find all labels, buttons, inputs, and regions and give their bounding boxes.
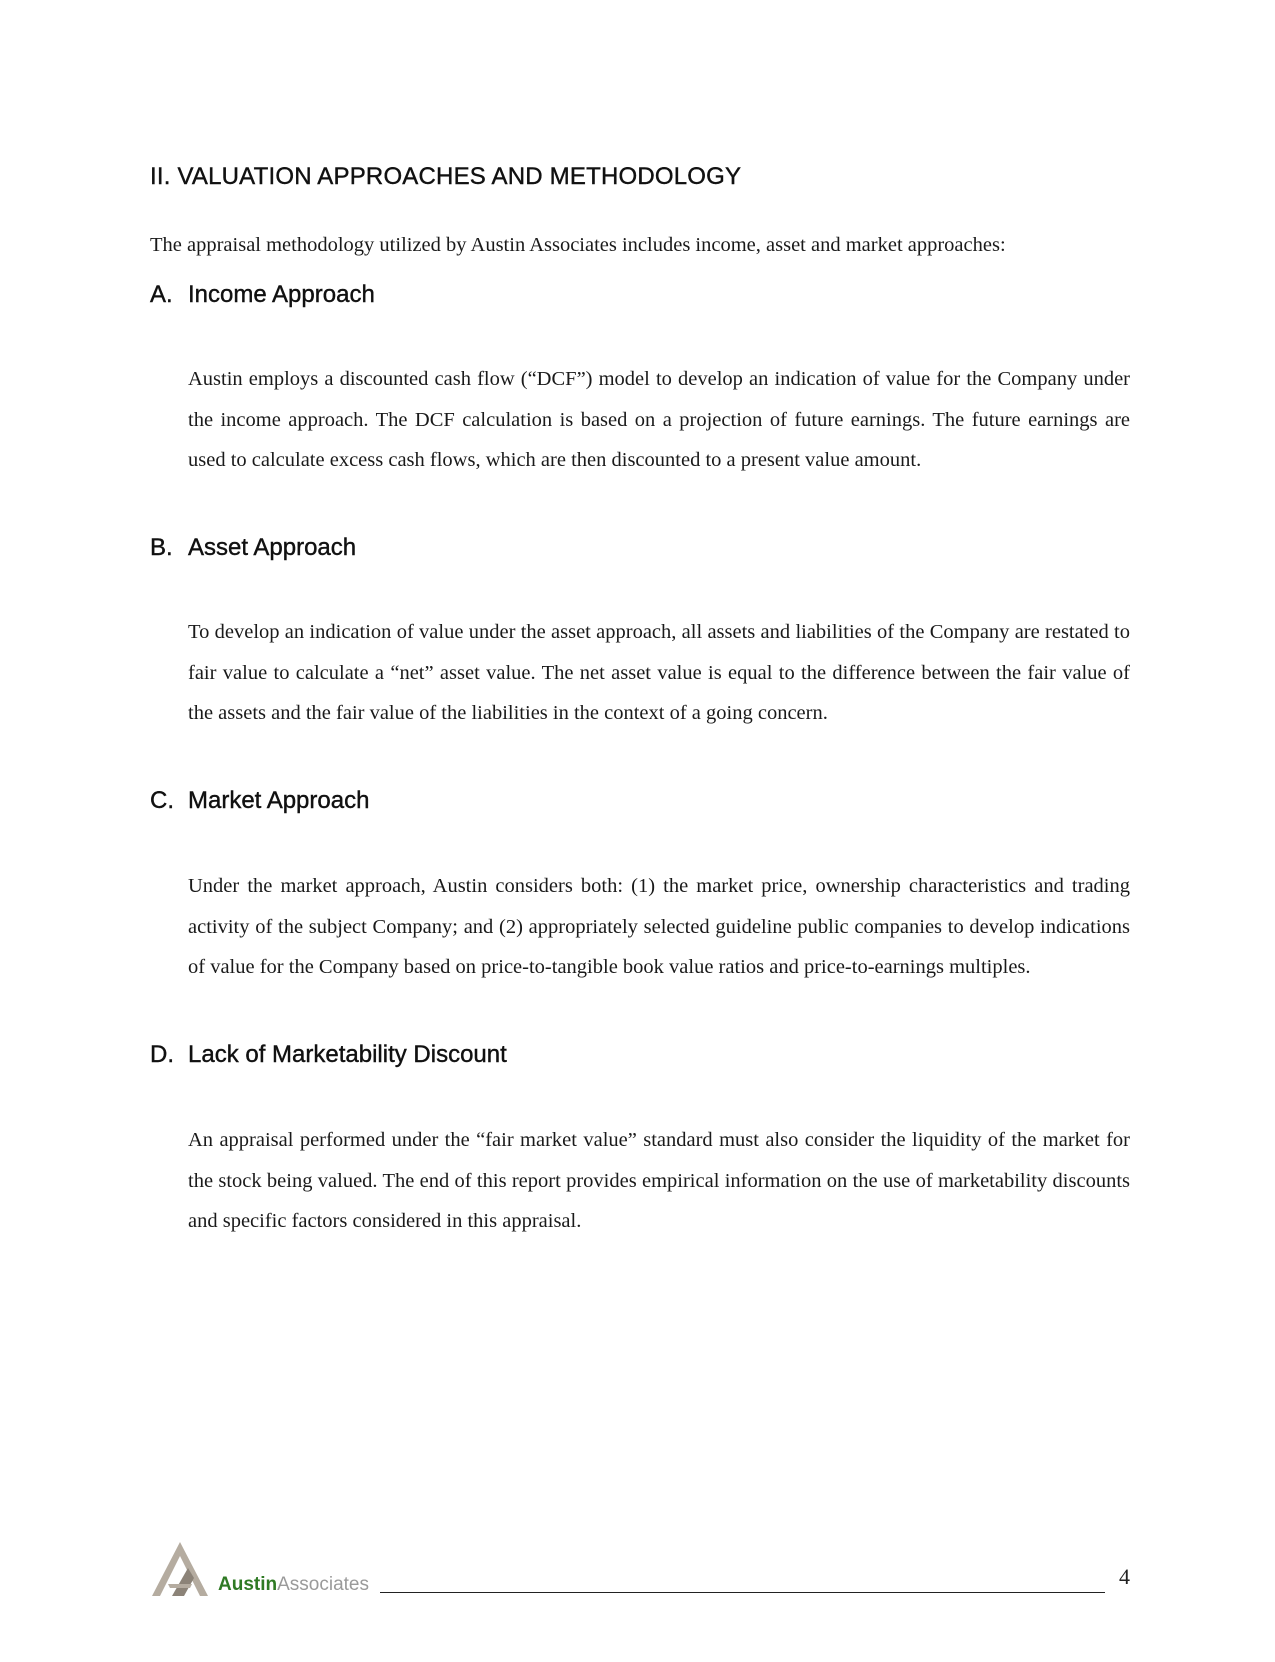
asset-approach-paragraph: To develop an indication of value under the asset approach, all assets and liabilities of the Company are restated to fair value to calculate a “net” asset value. The net asset value is equal to the difference between the fair value of the assets and the fair value of the liabilities in the context of a going concern. xyxy=(188,621,1130,724)
intro-paragraph: The appraisal methodology utilized by Austin Associates includes income, asset and market approaches: xyxy=(150,234,1006,256)
heading-asset-approach xyxy=(150,534,356,562)
logo-primary-text: Austin xyxy=(218,1574,278,1595)
heading-letter: A. xyxy=(150,281,173,308)
logo-secondary-text: Associates xyxy=(277,1574,369,1595)
footer-rule xyxy=(380,1592,1105,1593)
market-approach-paragraph: Under the market approach, Austin considers both: (1) the market price, ownership characteristics and trading activity of the subject Company; and (2) appropriately selected guideline public companies to develop indications of value for the Company based on price-to-tangible book value ratios and price-to-earnings multiples. xyxy=(188,875,1130,978)
section-title: II. VALUATION APPROACHES AND METHODOLOGY xyxy=(150,163,742,190)
heading-text: Lack of Marketability Discount xyxy=(188,1041,507,1068)
heading-market-approach xyxy=(150,787,369,815)
heading-text: Asset Approach xyxy=(188,534,357,561)
page-number: 4 xyxy=(1119,1564,1130,1589)
company-logo-text xyxy=(218,1574,369,1596)
heading-letter: B. xyxy=(150,534,173,561)
page-footer xyxy=(150,1538,1130,1598)
heading-letter: C. xyxy=(150,787,174,814)
heading-income-approach xyxy=(150,281,375,309)
heading-letter: D. xyxy=(150,1041,174,1068)
marketability-discount-paragraph: An appraisal performed under the “fair market value” standard must also consider the liquidity of the market for the stock being valued. The end of this report provides empirical information on the use of marketability discounts and specific factors considered in this appraisal. xyxy=(188,1129,1130,1232)
heading-lack-of-marketability-discount xyxy=(150,1041,507,1069)
heading-text: Market Approach xyxy=(188,787,370,814)
income-approach-paragraph: Austin employs a discounted cash flow (“DCF”) model to develop an indication of value for the Company under the income approach. The DCF calculation is based on a projection of future earnings. The future earnings are used to calculate excess cash flows, which are then discounted to a present value amount. xyxy=(188,368,1130,471)
heading-text: Income Approach xyxy=(188,281,375,308)
austin-associates-logo-icon xyxy=(150,1538,210,1598)
